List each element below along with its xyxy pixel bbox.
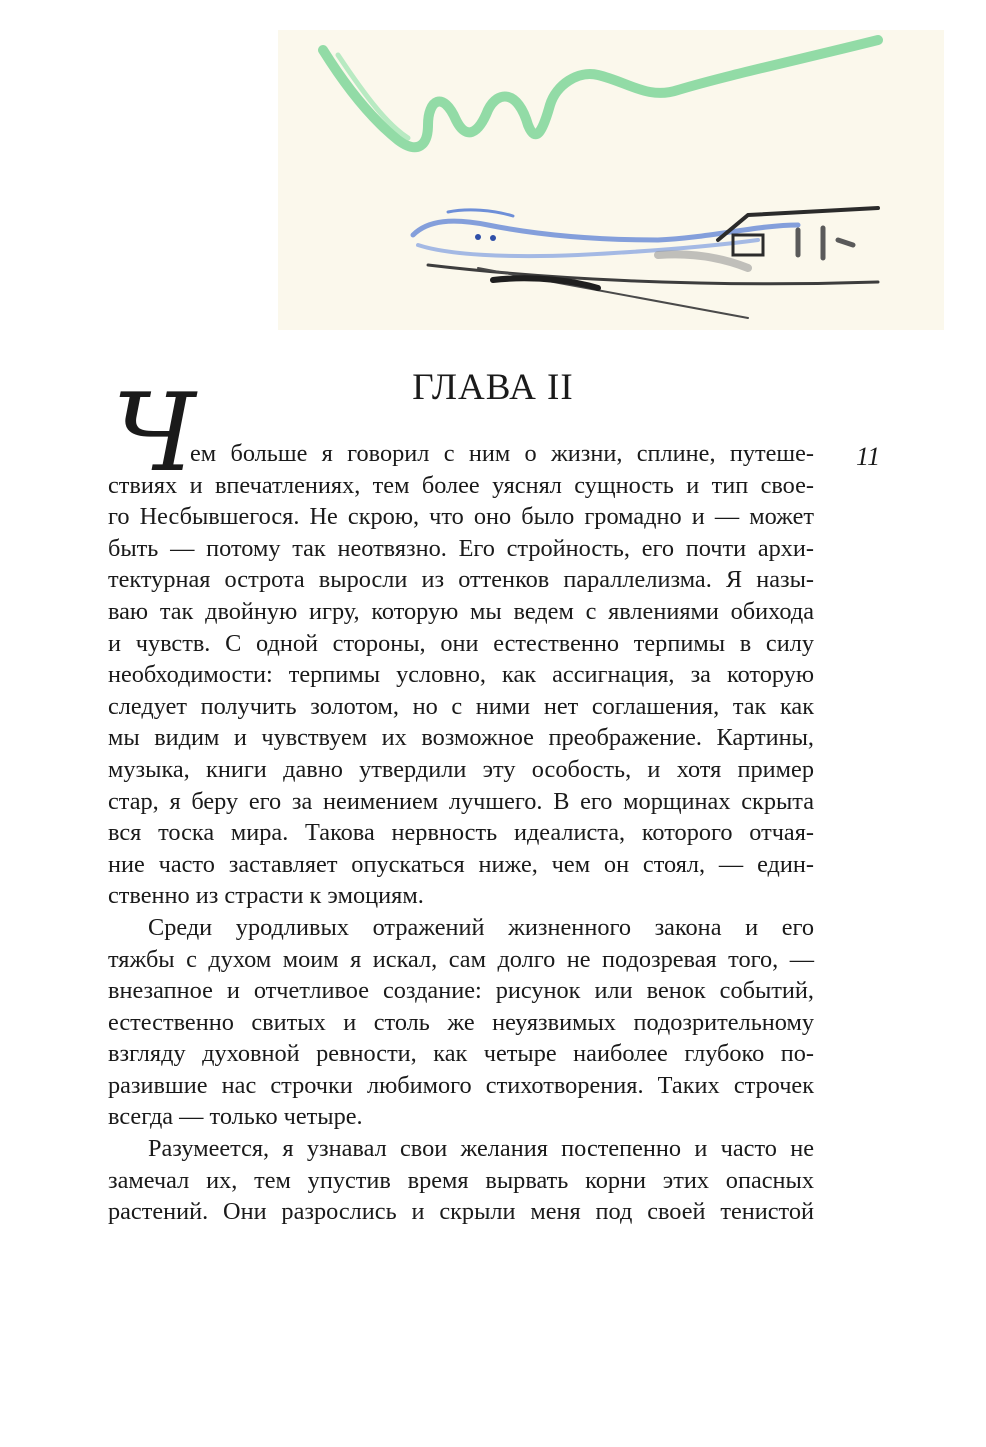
illustration-drawing [278,30,944,330]
text-line: го Несбывшегося. Не скрою, что оно было громадно и — может [108,503,814,531]
text-line: тектурная острота выросли из оттенков параллелизма. Я назы- [108,566,814,594]
text-line: быть — потому так неотвязно. Его стройность, его почти архи- [108,534,814,562]
text-line: разившие нас строчки любимого стихотворения. Таких строчек [108,1071,814,1099]
text-line: растений. Они разрослись и скрыли меня под своей тенистой [108,1198,814,1226]
text-line: всегда — только четыре. [108,1103,363,1131]
text-line: замечал их, тем упустив время вырвать корни этих опасных [108,1166,814,1194]
page-number: 11 [856,442,881,471]
text-line: стар, я беру его за неимением лучшего. В его морщинах скрыта [108,787,814,815]
paragraph [108,912,814,1133]
chapter-title: ГЛАВА II [412,367,574,408]
paragraph [108,1133,814,1228]
text-line: Среди уродливых отражений жизненного закона и его [148,913,814,941]
text-line: Разумеется, я узнавал свои желания постепенно и часто не [148,1135,814,1163]
text-line: взгляду духовной ревности, как четыре наиболее глубоко по- [108,1040,814,1068]
text-line: тяжбы с духом моим я искал, сам долго не подозревая того, — [108,945,814,973]
text-line: вся тоска мира. Такова нервность идеалиста, которого отчая- [108,819,814,847]
text-line: ем больше я говорил с ним о жизни, сплине, путеше- [190,440,814,467]
text-line: необходимости: терпимы условно, как ассигнация, за которую [108,661,814,689]
text-line: ваю так двойную игру, которую мы ведем с явлениями обихода [108,597,814,625]
text-line: ственно из страсти к эмоциям. [108,882,424,910]
drop-cap: Ч [112,371,196,496]
text-line: внезапное и отчетливое создание: рисунок или венок событий, [108,977,814,1005]
text-line: музыка, книги давно утвердили эту особость, и хотя пример [108,755,814,783]
text-line: следует получить золотом, но с ними нет соглашения, так как [108,692,814,720]
text-line: мы видим и чувствуем их возможное преображение. Картины, [108,724,814,752]
paragraph [108,438,814,912]
sketch-illustration [278,30,944,330]
text-line: ствиях и впечатлениях, тем более уяснял сущность и тип свое- [108,471,814,499]
text-line: и чувств. С одной стороны, они естественно терпимы в силу [108,629,814,657]
body-text [108,438,814,1228]
text-line: естественно свитых и столь же неуязвимых подозрительному [108,1008,814,1036]
text-line: ние часто заставляет опускаться ниже, чем он стоял, — един- [108,850,814,878]
green-brush-stroke [323,40,878,147]
